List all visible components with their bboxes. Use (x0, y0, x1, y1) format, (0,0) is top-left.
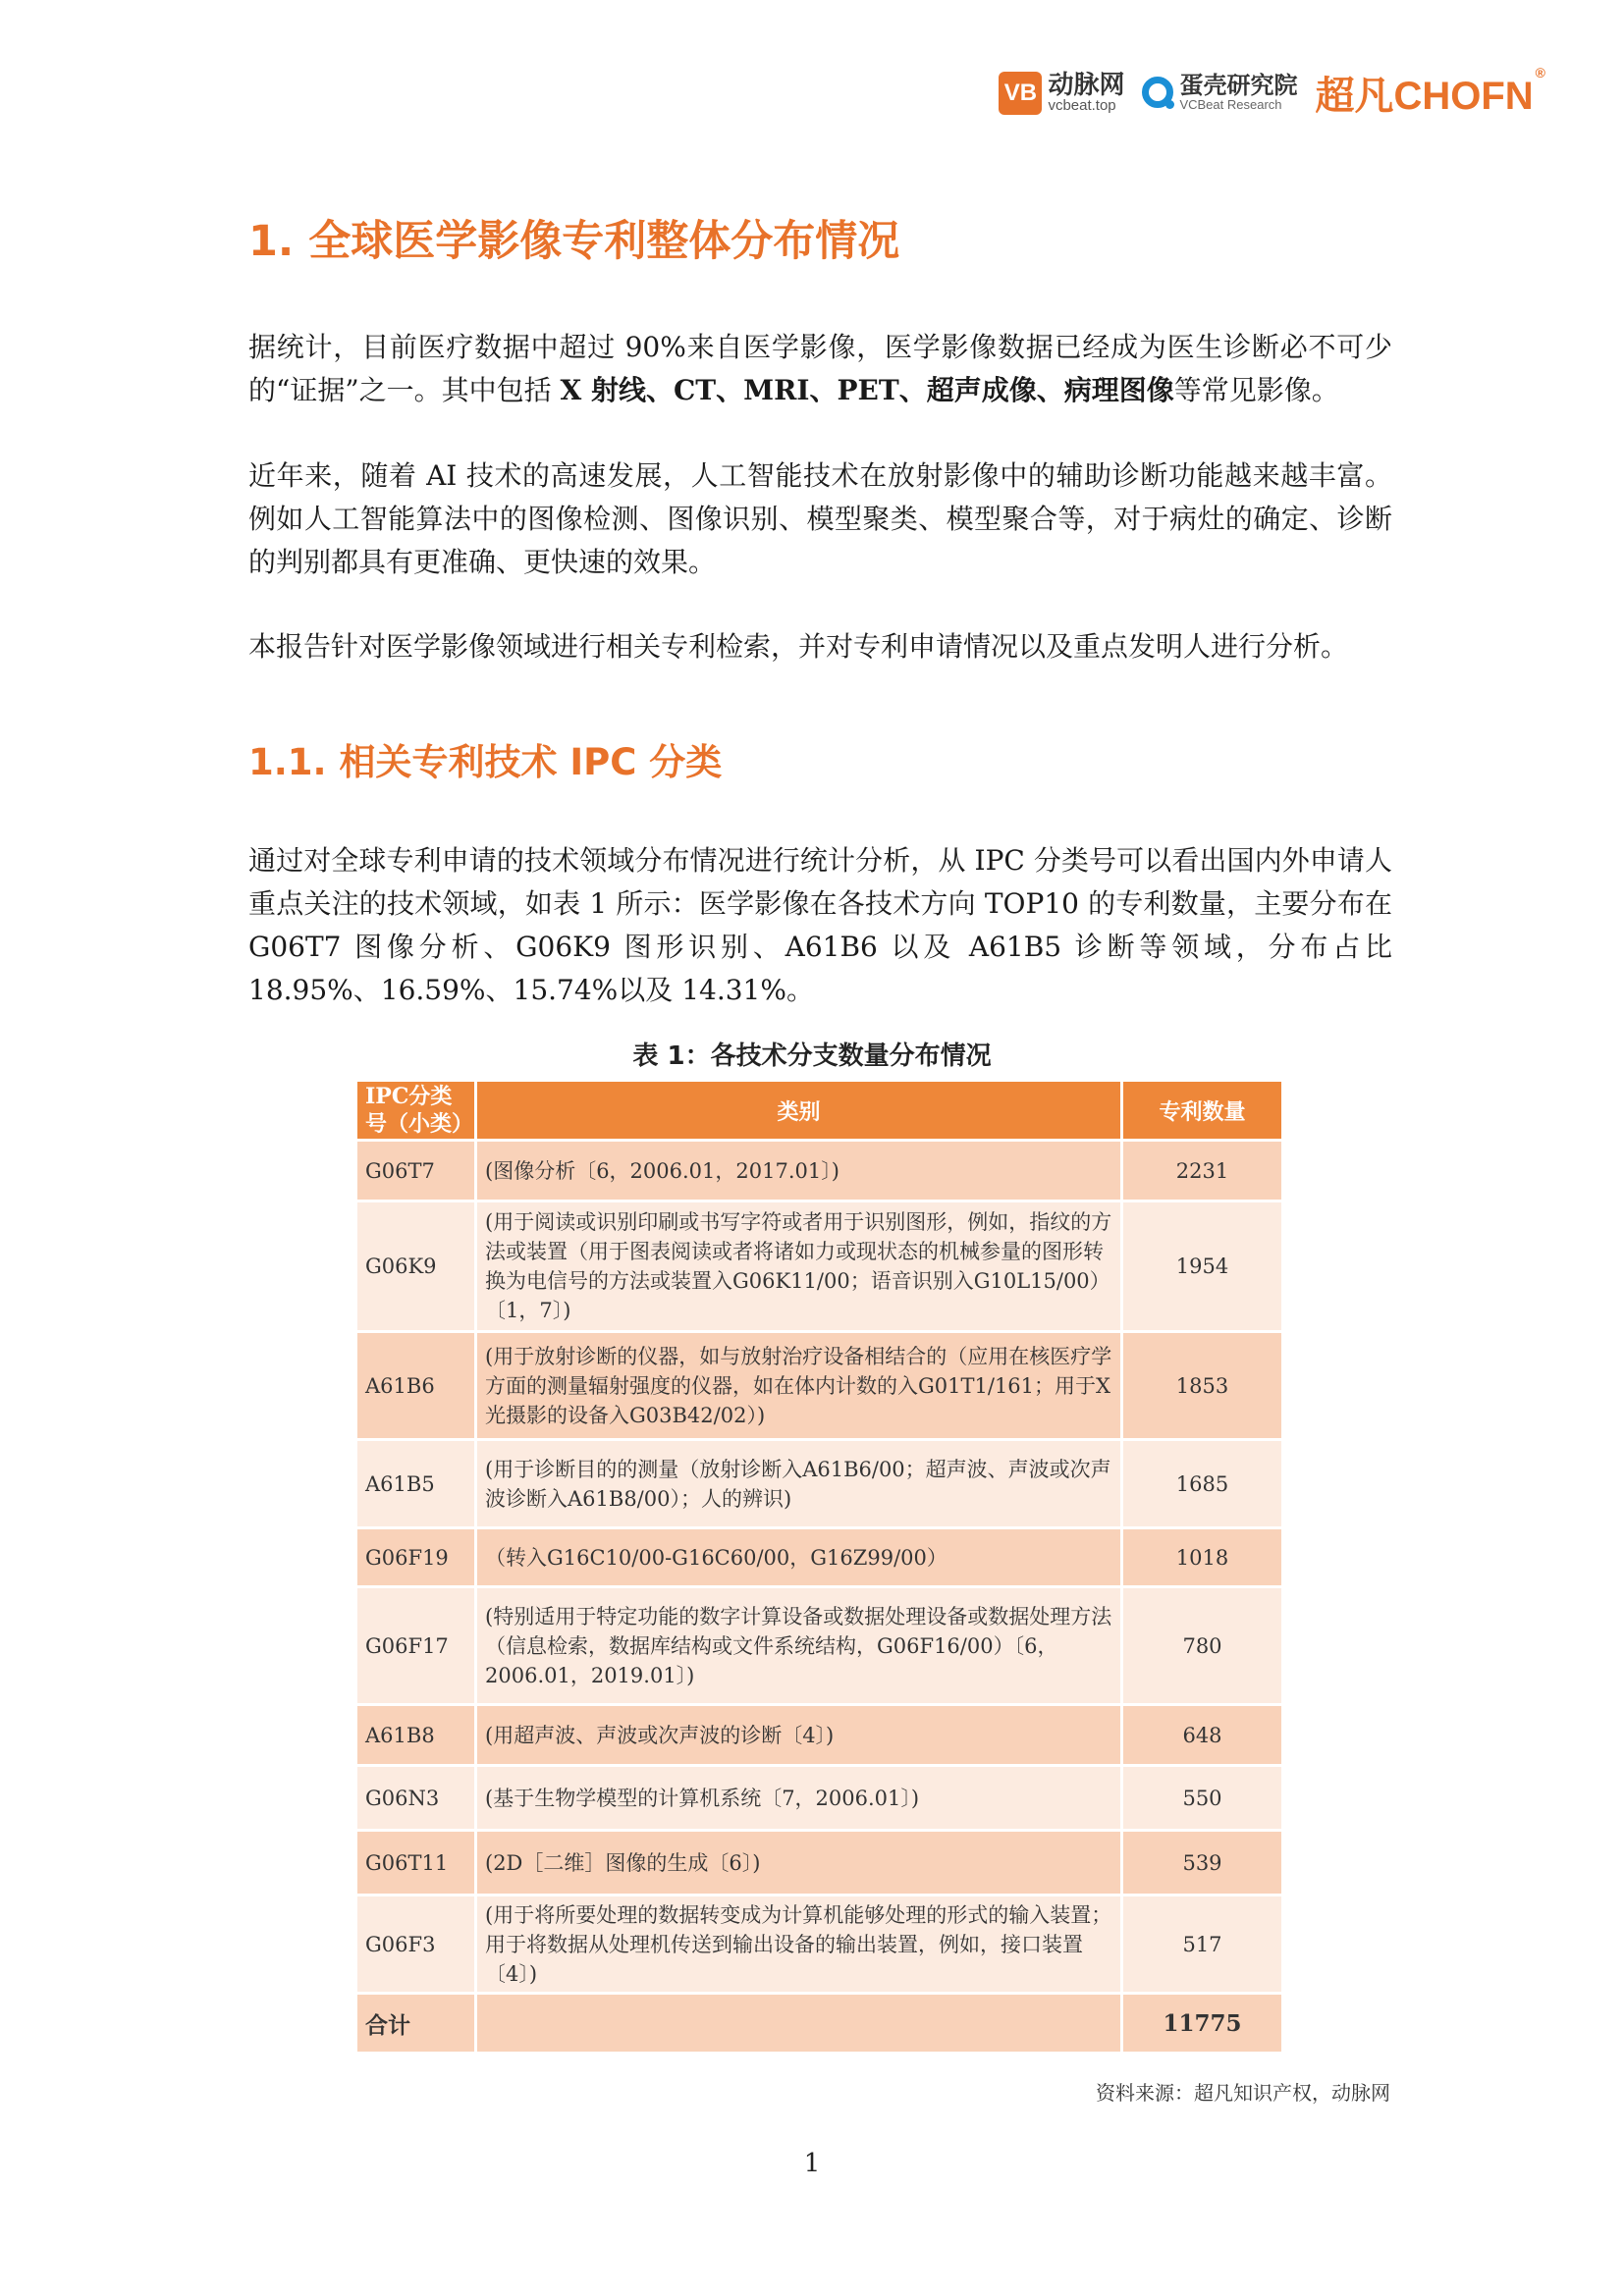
row-count: 780 (1122, 1587, 1283, 1705)
row-category: (用超声波、声波或次声波的诊断〔4〕) (476, 1705, 1122, 1766)
table-row (356, 1141, 1283, 1201)
header-ipc: IPC分类号（小类） (356, 1081, 476, 1141)
row-ipc: G06N3 (356, 1766, 476, 1831)
row-ipc: G06F17 (356, 1587, 476, 1705)
data-source: 资料来源：超凡知识产权，动脉网 (1096, 2081, 1390, 2105)
row-category: (2D［二维］图像的生成〔6〕) (476, 1831, 1122, 1896)
row-category: (用于放射诊断的仪器，如与放射治疗设备相结合的（应用在核医疗学方面的测量辐射强度的仪器，如在体内计数的入G01T1/161；用于X光摄影的设备入G03B42/02）) (476, 1332, 1122, 1440)
section-1-1-paragraph: 通过对全球专利申请的技术领域分布情况进行统计分析，从 IPC 分类号可以看出国内外申请人重点关注的技术领域，如表 1 所示：医学影像在各技术方向 TOP10 的专利数量，主要分布在 G06T7 图像分析、G06K9 图形识别、A61B6 以及 A61B5 诊断等领域，分布占比 18.95%、16.59%、15.74%以及 14.31%。 (248, 844, 1392, 1006)
section-1-1-title: 1.1. 相关专利技术 IPC 分类 (248, 741, 723, 783)
section-1-title: 1. 全球医学影像专利整体分布情况 (248, 217, 900, 266)
row-ipc: G06F19 (356, 1528, 476, 1587)
table-row (356, 1831, 1283, 1896)
row-ipc: G06F3 (356, 1896, 476, 1994)
row-count: 539 (1122, 1831, 1283, 1896)
row-category: (用于诊断目的的测量（放射诊断入A61B6/00；超声波、声波或次声波诊断入A61B8/00）；人的辨识) (476, 1440, 1122, 1528)
row-category: (用于阅读或识别印刷或书写字符或者用于识别图形，例如，指纹的方法或装置（用于图表阅读或者将诸如力或现状态的机械参量的图形转换为电信号的方法或装置入G06K11/00；语音识别入G10L15/00）〔1，7〕) (476, 1201, 1122, 1332)
total-category (476, 1994, 1122, 2054)
row-category: （转入G16C10/00-G16C60/00，G16Z99/00） (476, 1528, 1122, 1587)
vcbeat-logo (999, 69, 1125, 115)
table-row (356, 1705, 1283, 1766)
row-ipc: G06T11 (356, 1831, 476, 1896)
section-1-paragraph-3: 本报告针对医学影像领域进行相关专利检索，并对专利申请情况以及重点发明人进行分析。 (248, 630, 1349, 663)
row-ipc: A61B6 (356, 1332, 476, 1440)
row-ipc: G06T7 (356, 1141, 476, 1201)
row-count: 1954 (1122, 1201, 1283, 1332)
vcbeat-logo-name: 动脉网 (1048, 69, 1125, 99)
row-category: (用于将所要处理的数据转变成为计算机能够处理的形式的输入装置；用于将数据从处理机传送到输出设备的输出装置，例如，接口装置〔4〕) (476, 1896, 1122, 1994)
table-row (356, 1440, 1283, 1528)
vcbeat-logo-icon: VB (999, 72, 1042, 115)
paragraph-1-bold-imaging-types: X 射线、CT、MRI、PET、超声成像、病理图像 (560, 374, 1174, 406)
egg-shell-icon (1142, 77, 1173, 108)
table-row (356, 1332, 1283, 1440)
row-count: 2231 (1122, 1141, 1283, 1201)
header-count: 专利数量 (1122, 1081, 1283, 1141)
row-category: (图像分析〔6，2006.01，2017.01〕) (476, 1141, 1122, 1201)
total-count: 11775 (1122, 1994, 1283, 2054)
table-row (356, 1528, 1283, 1587)
page-number: 1 (803, 2149, 821, 2178)
row-count: 1018 (1122, 1528, 1283, 1587)
section-1-paragraph-1 (248, 326, 1392, 412)
table-total-row (356, 1994, 1283, 2054)
row-count: 1853 (1122, 1332, 1283, 1440)
row-count: 517 (1122, 1896, 1283, 1994)
header-logos (999, 65, 1545, 121)
chofn-logo-name: 超凡CHOFN (1315, 75, 1534, 118)
table-row (356, 1766, 1283, 1831)
row-ipc: A61B8 (356, 1705, 476, 1766)
row-ipc: G06K9 (356, 1201, 476, 1332)
paragraph-1-end: 等常见影像。 (1173, 374, 1339, 406)
row-ipc: A61B5 (356, 1440, 476, 1528)
total-label: 合计 (356, 1994, 476, 2054)
chofn-logo (1315, 65, 1545, 121)
table-row (356, 1896, 1283, 1994)
row-category: (基于生物学模型的计算机系统〔7，2006.01〕) (476, 1766, 1122, 1831)
row-count: 1685 (1122, 1440, 1283, 1528)
registered-mark: ® (1535, 65, 1545, 80)
vcbeat-research-logo (1142, 74, 1297, 112)
table-header-row (356, 1081, 1283, 1141)
table-caption: 表 1：各技术分支数量分布情况 (632, 1041, 992, 1071)
row-count: 648 (1122, 1705, 1283, 1766)
row-count: 550 (1122, 1766, 1283, 1831)
table-row (356, 1587, 1283, 1705)
row-category: (特别适用于特定功能的数字计算设备或数据处理设备或数据处理方法（信息检索，数据库结构或文件系统结构，G06F16/00）〔6，2006.01，2019.01〕) (476, 1587, 1122, 1705)
paragraph-1-start: 据统计，目前医疗数据中超过 90%来自医学影像，医学影像数据已经成为医生诊断必不可少的“证据”之一。其中包括 (248, 331, 1392, 406)
header-category: 类别 (476, 1081, 1122, 1141)
ipc-distribution-table (354, 1079, 1284, 2055)
vcbeat-logo-url: vcbeat.top (1048, 97, 1116, 115)
table-row (356, 1201, 1283, 1332)
section-1-paragraph-2: 近年来，随着 AI 技术的高速发展，人工智能技术在放射影像中的辅助诊断功能越来越丰富。例如人工智能算法中的图像检测、图像识别、模型聚类、模型聚合等，对于病灶的确定、诊断的判别都具有更准确、更快速的效果。 (248, 459, 1392, 578)
vcbeat-research-name: 蛋壳研究院 (1179, 73, 1298, 100)
vcbeat-research-sub: VCBeat Research (1179, 97, 1282, 113)
